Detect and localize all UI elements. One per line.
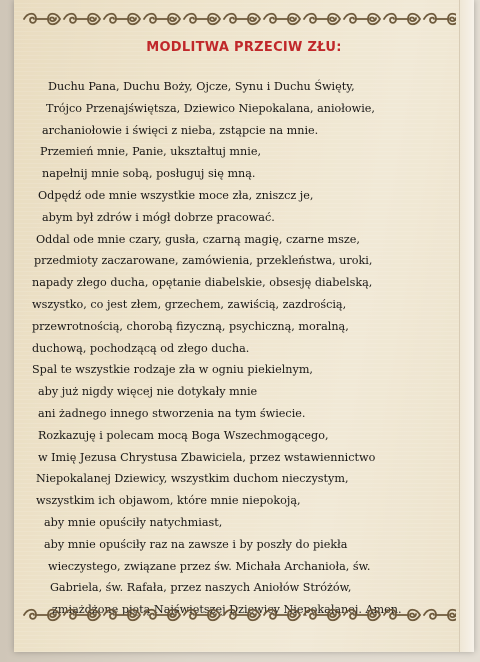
scroll-ornament-icon [182,10,222,28]
prayer-line: Spal te wszystkie rodzaje zła w ogniu piekielnym, [32,363,313,377]
prayer-line: wieczystego, związane przez św. Michała Archanioła, św. [48,559,371,573]
scroll-ornament-icon [182,606,222,624]
prayer-line: duchową, pochodzącą od złego ducha. [32,341,250,355]
prayer-line: archaniołowie i święci z nieba, zstąpcie na mnie. [42,123,319,137]
prayer-text [32,76,472,621]
scroll-ornament-icon [302,606,342,624]
scroll-ornament-icon [102,10,142,28]
scroll-ornament-icon [222,10,262,28]
prayer-line: Duchu Pana, Duchu Boży, Ojcze, Synu i Duchu Święty, [48,80,355,93]
prayer-line: abym był zdrów i mógł dobrze pracować. [42,210,275,224]
prayer-line: wszystko, co jest złem, grzechem, zawiścią, zazdrością, [32,297,347,311]
prayer-title: MODLITWA PRZECIW ZŁU: [146,40,342,55]
prayer-line: aby już nigdy więcej nie dotykały mnie [38,385,258,399]
bottom-ornament-border [22,604,456,626]
prayer-line: napady złego ducha, opętanie diabelskie, obsesję diabelską, [32,276,373,290]
scroll-ornament-icon [142,606,182,624]
prayer-line: wszystkim ich objawom, które mnie niepokoją, [36,494,301,508]
scroll-ornament-icon [62,606,102,624]
scroll-ornament-icon [422,10,456,28]
scroll-ornament-icon [22,10,62,28]
prayer-line: ani żadnego innego stworzenia na tym świecie. [38,406,306,420]
prayer-line: aby mnie opuściły natychmiast, [44,515,223,529]
scroll-ornament-icon [342,10,382,28]
prayer-line: Odpędź ode mnie wszystkie moce zła, zniszcz je, [38,188,314,202]
scroll-ornament-icon [142,10,182,28]
scroll-ornament-icon [22,606,62,624]
scroll-ornament-icon [262,10,302,28]
prayer-line: Gabriela, św. Rafała, przez naszych Aniołów Stróżów, [50,581,352,595]
prayer-line: w Imię Jezusa Chrystusa Zbawiciela, przez wstawiennictwo [38,450,376,464]
prayer-line: Trójco Przenajświętsza, Dziewico Niepokalana, aniołowie, [46,101,375,115]
prayer-line: przedmioty zaczarowane, zamówienia, przekleństwa, uroki, [34,254,373,268]
prayer-line: napełnij mnie sobą, posługuj się mną. [42,167,256,181]
prayer-line: Rozkazuję i polecam mocą Boga Wszechmogącego, [38,428,329,442]
prayer-card [14,0,474,652]
prayer-line: zmiażdżone piętą Najświętszej Dziewicy Niepokalanej. Amen. [52,603,402,617]
scroll-ornament-icon [422,606,456,624]
scroll-ornament-icon [262,606,302,624]
scroll-ornament-icon [382,10,422,28]
scroll-ornament-icon [302,10,342,28]
prayer-line: Niepokalanej Dziewicy, wszystkim duchom nieczystym, [36,472,349,486]
prayer-line: przewrotnością, chorobą fizyczną, psychiczną, moralną, [32,319,349,333]
scroll-ornament-icon [342,606,382,624]
scroll-ornament-icon [62,10,102,28]
prayer-line: Oddal ode mnie czary, gusła, czarną magię, czarne msze, [36,232,360,246]
top-ornament-border [22,8,456,30]
prayer-line: Przemień mnie, Panie, ukształtuj mnie, [40,145,262,159]
prayer-line: aby mnie opuściły raz na zawsze i by poszły do piekła [44,537,348,551]
scroll-ornament-icon [222,606,262,624]
scroll-ornament-icon [102,606,142,624]
scroll-ornament-icon [382,606,422,624]
